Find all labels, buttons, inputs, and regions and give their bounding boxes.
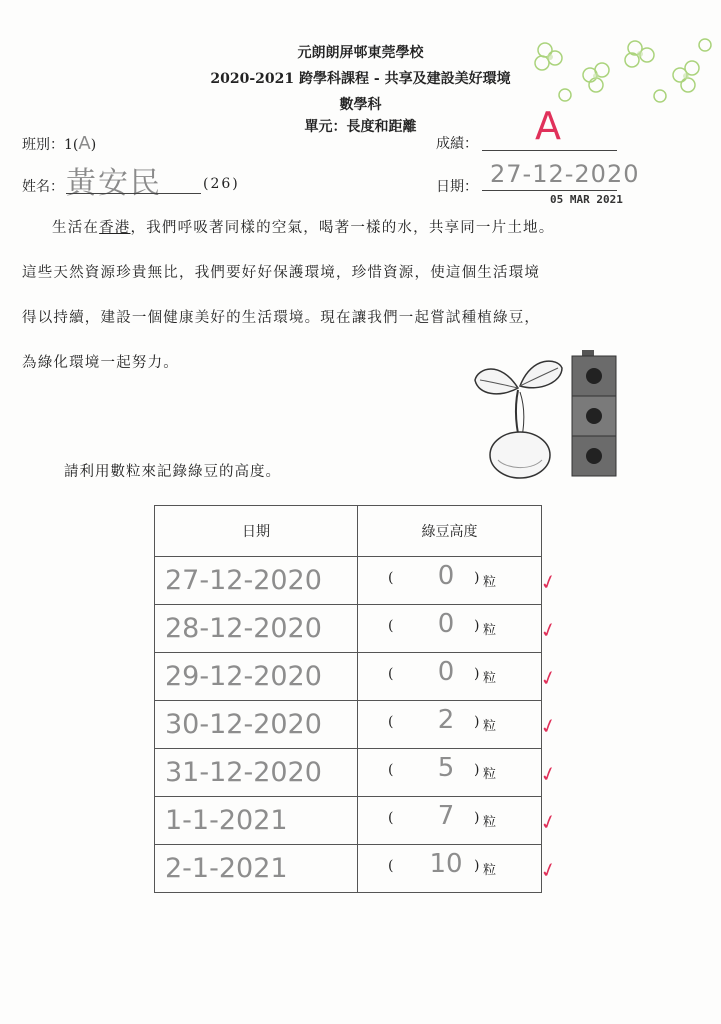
row-date: 28-12-2020 [155, 605, 358, 653]
plant-sprout-illustration [470, 350, 570, 485]
date-label: 日期： [436, 179, 478, 195]
table-row [155, 605, 542, 653]
height-value: 0 [437, 609, 455, 639]
class-field [22, 133, 96, 154]
unit-label: 粒 [483, 623, 497, 638]
height-value: 0 [437, 657, 455, 687]
student-number: (26) [203, 176, 240, 192]
check-mark: ✓ [537, 760, 560, 788]
date-underline [482, 190, 617, 191]
height-value: 5 [437, 753, 455, 783]
open-paren: ( [388, 762, 394, 778]
unit-label: 粒 [483, 575, 497, 590]
unit-label: 粒 [483, 863, 497, 878]
unit-label: 粒 [483, 671, 497, 686]
open-paren: ( [388, 618, 394, 634]
height-value: 10 [429, 849, 463, 879]
check-mark: ✓ [537, 856, 560, 884]
school-name: 元朗朗屏邨東莞學校 [297, 45, 424, 61]
unit-label: 粒 [483, 719, 497, 734]
table-row [155, 653, 542, 701]
row-height [358, 605, 542, 653]
subject-title: 數學科 [339, 97, 382, 113]
close-paren: ) [474, 762, 480, 778]
intro-line-2: 這些天然資源珍貴無比，我們要好好保護環境，珍惜資源，使這個生活環境 [22, 265, 541, 281]
open-paren: ( [388, 714, 394, 730]
open-paren: ( [388, 858, 394, 874]
intro-text: ，我們呼吸著同樣的空氣，喝著一樣的水，共享同一片土地。 [130, 220, 555, 236]
name-value: 黃安民 [66, 166, 162, 201]
row-height [358, 557, 542, 605]
received-stamp: 05 MAR 2021 [550, 193, 623, 206]
intro-line-1 [22, 206, 692, 251]
name-underline [66, 193, 201, 194]
close-paren: ) [474, 858, 480, 874]
open-paren: ( [388, 810, 394, 826]
class-value: A [78, 133, 91, 154]
close-paren: ) [474, 714, 480, 730]
table-row [155, 845, 542, 893]
height-value: 0 [437, 561, 455, 591]
check-mark: ✓ [537, 712, 560, 740]
table-header-row [155, 506, 542, 557]
intro-line-4: 為綠化環境一起努力。 [22, 355, 179, 371]
close-paren: ) [474, 666, 480, 682]
close-paren: ) [474, 570, 480, 586]
row-height [358, 701, 542, 749]
close-paren: ) [474, 618, 480, 634]
table-row [155, 749, 542, 797]
unit-label: 粒 [483, 767, 497, 782]
row-date: 30-12-2020 [155, 701, 358, 749]
open-paren: ( [388, 666, 394, 682]
name-label: 姓名： [22, 179, 64, 195]
row-date: 2-1-2021 [155, 845, 358, 893]
open-paren: ( [388, 570, 394, 586]
check-mark: ✓ [537, 664, 560, 692]
course-title: 2020-2021 跨學科課程 - 共享及建設美好環境 [210, 71, 511, 87]
intro-underlined: 香港 [99, 220, 131, 236]
check-mark: ✓ [537, 568, 560, 596]
close-paren: ) [474, 810, 480, 826]
height-value: 2 [437, 705, 455, 735]
row-height [358, 845, 542, 893]
row-height [358, 749, 542, 797]
table-row [155, 701, 542, 749]
column-header-height: 綠豆高度 [358, 506, 542, 557]
instruction: 請利用數粒來記錄綠豆的高度。 [64, 464, 281, 480]
counting-cubes-illustration [568, 348, 620, 478]
column-header-date: 日期 [155, 506, 358, 557]
table-row [155, 557, 542, 605]
height-record-table [154, 505, 542, 893]
row-date: 27-12-2020 [155, 557, 358, 605]
intro-text: 生活在 [52, 220, 100, 236]
class-label: 班別：1( [22, 137, 79, 153]
table-row [155, 797, 542, 845]
row-date: 31-12-2020 [155, 749, 358, 797]
unit-label: 粒 [483, 815, 497, 830]
class-close: ) [90, 137, 97, 153]
row-date: 1-1-2021 [155, 797, 358, 845]
unit-title: 單元：長度和距離 [304, 119, 417, 135]
height-value: 7 [437, 801, 455, 831]
check-mark: ✓ [537, 616, 560, 644]
row-date: 29-12-2020 [155, 653, 358, 701]
intro-line-3: 得以持續，建設一個健康美好的生活環境。現在讓我們一起嘗試種植綠豆， [22, 310, 541, 326]
grade-underline [482, 150, 617, 151]
grade-label: 成績： [436, 136, 478, 152]
date-value: 27-12-2020 [490, 160, 640, 188]
grade-value: A [535, 104, 561, 148]
row-height [358, 797, 542, 845]
check-mark: ✓ [537, 808, 560, 836]
row-height [358, 653, 542, 701]
